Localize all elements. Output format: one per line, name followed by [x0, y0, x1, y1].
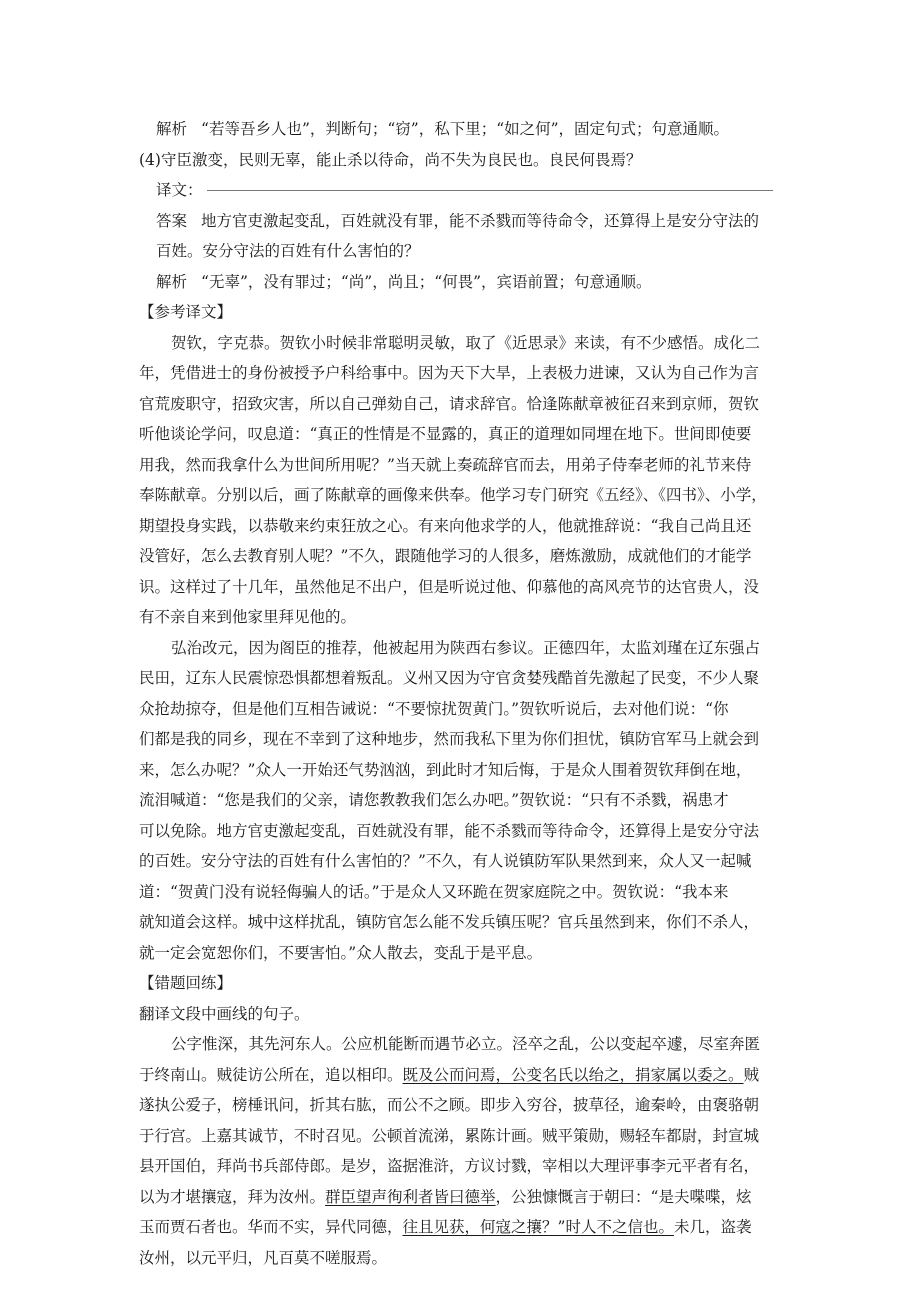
reference-translation-heading: 【参考译文】 — [139, 303, 233, 321]
answer-text-line1: 地方官吏激起变乱，百姓就没有罪，能不杀戮而等待命令，还算得上是安分守法的 — [201, 211, 760, 230]
paragraph-line: 期望投身实践，以恭敬来约束狂放之心。有来向他求学的人，他就推辞说：“我自己尚且还 — [139, 516, 752, 535]
paragraph-line: 用我，然而我拿什么为世间所用呢？”当天就上奏疏辞官而去，用弟子侍奉老师的礼节来侍 — [139, 455, 752, 474]
paragraph-line: 年，凭借进士的身份被授予户科给事中。因为天下大旱，上表极力进谏，又认为自己作为言 — [139, 364, 760, 382]
paragraph-line: 民田，辽东人民震惊恐惧都想着叛乱。义州又因为守官贪婪残酷首先激起了民变，不少人聚 — [139, 669, 760, 687]
review-instruction: 翻译文段中画线的句子。 — [139, 1004, 310, 1023]
paragraph-line: 道：“贺黄门没有说轻侮骗人的话。”于是众人又环跪在贺家庭院之中。贺钦说：“我本来 — [139, 882, 729, 901]
passage-line — [139, 1182, 781, 1213]
passage-text: 未几，盗袭 — [673, 1218, 752, 1236]
passage-line — [139, 1060, 781, 1091]
q4-sentence: (4)守臣激变，民则无辜，能止杀以待命，尚不失为良民也。良民何畏焉？ — [139, 150, 642, 169]
passage-text: 以为才堪攘寇，拜为汝州。 — [139, 1187, 326, 1206]
passage-line: 公字惟深，其先河东人。公应机能断而遇节必立。泾卒之乱，公以变起卒遽，尽室奔匿 — [171, 1035, 761, 1053]
paragraph-line: 的百姓。安分守法的百姓有什么害怕的？”不久，有人说镇防军队果然到来，众人又一起喊 — [139, 852, 752, 870]
passage-text: 玉而贾石者也。华而不实，异代同德， — [139, 1218, 403, 1236]
translation-label: 译文： — [156, 181, 203, 199]
passage-line — [139, 1212, 781, 1243]
q4-answer — [139, 206, 781, 237]
answer-label: 答案 — [156, 211, 188, 230]
paragraph-line: 奉陈献章。分别以后，画了陈献章的画像来供奉。他学习专门研究《五经》、《四书》、小学， — [139, 486, 767, 504]
paragraph-line: 官荒废职守，招致灾害，所以自己弹劾自己，请求辞官。恰逢陈献章被征召来到京师，贺钦 — [139, 394, 760, 413]
passage-line: 汝州，以元平归，凡百莫不嗟服焉。 — [139, 1248, 388, 1267]
analysis-label: 解析 — [156, 120, 188, 138]
q4-translation-blank — [139, 175, 781, 206]
passage-text: 于终南山。贼徒访公所在，追以相印。 — [139, 1065, 403, 1084]
answer-blank-line[interactable] — [207, 189, 773, 191]
paragraph-line: 没管好，怎么去教育别人呢？”不久，跟随他学习的人很多，磨炼激励，成就他们的才能学 — [139, 547, 752, 565]
paragraph-line: 来，怎么办呢？”众人一开始还气势汹汹，到此时才知后悔，于是众人围着贺钦拜倒在地， — [139, 760, 752, 779]
paragraph-line: 就一定会宽恕你们，不要害怕。”众人散去，变乱于是平息。 — [139, 943, 543, 962]
paragraph-line: 流泪喊道：“您是我们的父亲，请您教教我们怎么办吧。”贺钦说：“只有不杀戮，祸患才 — [139, 791, 729, 809]
passage-line: 于行宫。上嘉其诚节，不时召见。公顿首流涕，累陈计画。贼平策勋，赐轻车都尉，封宣城 — [139, 1126, 760, 1145]
passage-text: ，公独慷慨言于朝曰：“是夫喋喋，炫 — [495, 1187, 752, 1206]
paragraph-line: 有不亲自来到他家里拜见他的。 — [139, 608, 357, 626]
underlined-sentence: 既及公而问焉，公变名氏以绐之，捐家属以委之。 — [402, 1065, 744, 1084]
underlined-sentence: 往且见获，何寇之攘？”时人不之信也。 — [402, 1218, 674, 1236]
document-page — [139, 114, 781, 1273]
passage-text: 贼 — [743, 1065, 760, 1084]
analysis-text: “无辜”，没有罪过；“尚”，尚且；“何畏”，宾语前置；句意通顺。 — [201, 272, 652, 291]
q3-analysis — [139, 114, 781, 145]
underlined-sentence: 群臣望声徇利者皆曰德举 — [325, 1187, 496, 1206]
paragraph-line: 可以免除。地方官吏激起变乱，百姓就没有罪，能不杀戮而等待命令，还算得上是安分守法 — [139, 821, 760, 840]
analysis-text: “若等吾乡人也”，判断句；“窃”，私下里；“如之何”，固定句式；句意通顺。 — [201, 120, 730, 138]
q4-analysis — [139, 267, 781, 298]
paragraph-line: 就知道会这样。城中这样扰乱，镇防官怎么能不发兵镇压呢？官兵虽然到来，你们不杀人， — [139, 913, 760, 931]
passage-line: 县开国伯，拜尚书兵部侍郎。是岁，盗据淮浒，方议讨戮，宰相以大理评事李元平者有名， — [139, 1157, 760, 1175]
reference-paragraph-1 — [139, 328, 781, 633]
error-review-heading: 【错题回练】 — [139, 974, 233, 992]
paragraph-line: 们都是我的同乡，现在不幸到了这种地步，然而我私下里为你们担忧，镇防官军马上就会到 — [139, 730, 760, 748]
classical-passage — [139, 1029, 781, 1273]
paragraph-line: 贺钦，字克恭。贺钦小时候非常聪明灵敏，取了《近思录》来读，有不少感悟。成化二 — [171, 333, 761, 352]
paragraph-line: 听他谈论学问，叹息道：“真正的性情是不显露的，真正的道理如同埋在地下。世间即使要 — [139, 425, 752, 443]
paragraph-line: 众抢劫掠夺，但是他们互相告诫说：“不要惊扰贺黄门。”贺钦听说后，去对他们说：“你 — [139, 699, 729, 718]
q4-answer-cont: 百姓。安分守法的百姓有什么害怕的？ — [156, 242, 420, 260]
reference-paragraph-2 — [139, 633, 781, 969]
paragraph-line: 识。这样过了十几年，虽然他足不出户，但是听说过他、仰慕他的高风亮节的达官贵人，没 — [139, 577, 760, 596]
paragraph-line: 弘治改元，因为阁臣的推荐，他被起用为陕西右参议。正德四年，太监刘瑾在辽东强占 — [171, 638, 761, 657]
passage-line: 遂执公爱子，榜棰讯问，折其右肱，而公不之顾。即步入穷谷，披草径，逾秦岭，由褒骆朝 — [139, 1096, 760, 1114]
analysis-label: 解析 — [156, 272, 188, 291]
